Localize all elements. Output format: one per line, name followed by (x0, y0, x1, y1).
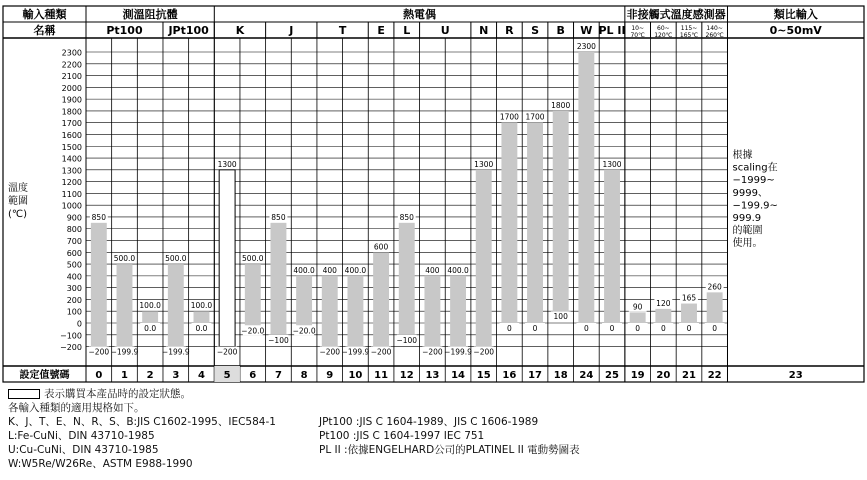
range-bar-10 (347, 276, 363, 347)
name-N: N (479, 24, 489, 37)
low-label-15: −200 (473, 347, 495, 357)
high-label-18: 1800 (551, 100, 571, 110)
ytick-label: 1500 (61, 142, 82, 152)
name-J: J (289, 24, 294, 37)
name-ir-range-16: 115~ (680, 25, 698, 32)
setting-code-15: 15 (476, 370, 491, 381)
high-label-21: 165 (681, 293, 697, 303)
setting-code-23: 23 (788, 370, 803, 381)
group-tc: 熱電偶 (403, 8, 437, 21)
ytick-label: 1000 (61, 201, 82, 211)
high-label-12: 850 (399, 212, 414, 222)
ytick-label: 2300 (61, 48, 82, 58)
low-label-2: 0.0 (144, 324, 157, 333)
name-ir-range-b-17: 260℃ (705, 32, 724, 39)
ytick-label: 1600 (61, 130, 82, 140)
high-label-13: 400 (425, 265, 440, 275)
setting-code-11: 11 (374, 370, 389, 381)
range-bar-1 (117, 264, 133, 346)
low-label-24: 0 (583, 324, 589, 333)
low-label-16: 0 (506, 324, 512, 333)
name-S: S (531, 24, 540, 37)
analog-note-0: 根據 (732, 150, 753, 161)
low-label-8: −20.0 (292, 326, 316, 336)
ylabel-3: (℃) (8, 209, 28, 220)
low-label-25: 0 (609, 324, 615, 333)
setting-code-9: 9 (326, 370, 334, 381)
range-bar-18 (553, 111, 569, 311)
high-label-7: 850 (271, 212, 286, 222)
name-T: T (338, 24, 347, 37)
high-label-24: 2300 (576, 42, 596, 51)
setting-code-1: 1 (121, 370, 128, 381)
range-bar-14 (450, 276, 466, 347)
low-label-10: −199.9 (341, 347, 370, 357)
name-ir-range-b-15: 120℃ (654, 32, 673, 39)
low-label-7: −100 (268, 335, 289, 345)
ytick-label: 300 (66, 284, 82, 294)
high-label-25: 1300 (602, 159, 622, 169)
low-label-13: −200 (422, 347, 443, 357)
low-label-1: −199.9 (110, 347, 139, 357)
setting-code-17: 17 (528, 370, 543, 381)
range-bar-13 (424, 276, 440, 347)
setting-code-13: 13 (425, 370, 440, 381)
name-E: E (377, 24, 385, 37)
high-label-9: 400 (322, 265, 337, 275)
ytick-label: 800 (66, 225, 82, 235)
range-bar-19 (630, 312, 646, 323)
range-bar-5 (219, 170, 235, 347)
ylabel-1: 溫度 (8, 183, 28, 194)
setting-code-12: 12 (399, 370, 414, 381)
range-bar-25 (604, 170, 620, 323)
name-ir-range-b-14: 70℃ (630, 32, 645, 39)
ytick-label: 1400 (61, 154, 82, 164)
range-bar-17 (527, 123, 543, 323)
range-bar-24 (578, 52, 594, 323)
low-label-9: −200 (319, 347, 341, 357)
low-label-18: 100 (553, 312, 568, 322)
ylabel-2: 範圍 (8, 196, 28, 207)
range-bar-9 (322, 276, 338, 347)
setting-code-19: 19 (630, 370, 645, 381)
high-label-0: 850 (91, 212, 106, 222)
analog-note-2: −1999~ (732, 175, 775, 187)
name-ir-range-17: 140~ (706, 25, 723, 32)
high-label-14: 400.0 (447, 265, 469, 275)
high-label-16: 1700 (499, 112, 519, 122)
name-analog: 0~50mV (769, 24, 822, 37)
low-label-4: 0.0 (195, 324, 208, 333)
name-ir-range-15: 60~ (657, 25, 670, 32)
low-label-3: −199.9 (161, 347, 190, 357)
high-label-20: 120 (656, 298, 671, 308)
high-label-3: 500.0 (165, 254, 187, 264)
default-swatch (8, 389, 40, 399)
setting-code-25: 25 (605, 370, 619, 381)
range-bar-15 (476, 170, 492, 347)
notes-intro: 各輸入種類的適用規格如下。 (8, 402, 145, 414)
name-K: K (235, 24, 245, 37)
legend-text: 表示購買本產品時的設定狀態。 (44, 388, 191, 400)
analog-note-3: 9999、 (732, 187, 768, 199)
setting-code-3: 3 (172, 370, 180, 381)
range-bar-4 (194, 311, 210, 323)
high-label-4: 100.0 (190, 301, 213, 311)
note-right-3: PL II :依據ENGELHARD公司的PLATINEL II 電動勢圖表 (319, 444, 580, 456)
group-analog: 類比輸入 (773, 8, 818, 21)
range-bar-0 (91, 223, 107, 347)
group-rtd: 測溫阻抗體 (122, 8, 178, 21)
ytick-label: 200 (66, 295, 82, 305)
high-label-6: 500.0 (242, 254, 264, 264)
high-label-19: 90 (632, 302, 643, 312)
range-bar-21 (681, 304, 697, 323)
high-label-22: 260 (707, 282, 722, 292)
name-PLII: PL II (598, 24, 626, 37)
name-U: U (440, 24, 450, 37)
ytick-label: 700 (66, 237, 82, 247)
setting-code-14: 14 (451, 370, 466, 381)
setting-code-6: 6 (249, 370, 257, 381)
setting-code-7: 7 (274, 370, 282, 381)
range-bar-12 (399, 223, 415, 335)
ytick-label: 100 (66, 307, 82, 317)
note-left-3: U:Cu-CuNi、DIN 43710-1985 (8, 444, 159, 456)
name-ir-range-14: 10~ (631, 25, 645, 32)
setting-code-22: 22 (707, 370, 722, 381)
high-label-5: 1300 (217, 159, 237, 169)
high-label-1: 500.0 (113, 254, 136, 264)
range-bar-11 (373, 252, 389, 346)
range-bar-22 (707, 292, 723, 323)
ytick-label: 400 (66, 272, 82, 282)
range-bar-6 (245, 264, 261, 325)
low-label-14: −199.9 (444, 347, 472, 357)
low-label-19: 0 (635, 324, 641, 333)
high-label-10: 400.0 (344, 265, 367, 275)
setting-code-5: 5 (223, 370, 231, 381)
name-ir-range-b-16: 165℃ (679, 32, 699, 39)
low-label-21: 0 (686, 324, 692, 333)
setting-code-label: 設定值號碼 (19, 370, 70, 381)
note-left-1: K、J、T、E、N、R、S、B:JIS C1602-1995、IEC584-1 (8, 416, 276, 428)
legend-line (8, 387, 191, 401)
name-Pt100: Pt100 (106, 24, 143, 37)
setting-code-2: 2 (146, 370, 154, 381)
name-W: W (580, 24, 593, 37)
setting-code-24: 24 (579, 370, 594, 381)
high-label-8: 400.0 (293, 265, 315, 275)
range-bar-16 (501, 123, 517, 323)
ytick-label: 1900 (61, 95, 82, 105)
name-L: L (403, 24, 411, 37)
name-JPt100: JPt100 (168, 24, 209, 37)
ytick-label: 1700 (61, 119, 82, 129)
note-left-4: W:W5Re/W26Re、ASTM E988-1990 (8, 458, 193, 470)
low-label-22: 0 (712, 324, 718, 333)
setting-code-16: 16 (502, 370, 517, 381)
note-right-2: Pt100 :JIS C 1604-1997 IEC 751 (319, 430, 485, 442)
ytick-label: 1200 (61, 178, 82, 188)
low-label-20: 0 (660, 324, 666, 333)
analog-note-7: 使用。 (732, 238, 763, 250)
setting-code-18: 18 (553, 370, 568, 381)
high-label-17: 1700 (525, 112, 545, 122)
ytick-label: 0 (76, 319, 82, 329)
setting-code-10: 10 (348, 370, 363, 381)
low-label-5: −200 (216, 347, 238, 357)
ytick-label: 1800 (61, 107, 82, 117)
analog-note-6: 的範圍 (732, 225, 763, 237)
row1-label: 輸入種類 (22, 8, 67, 21)
ytick-label: 900 (66, 213, 82, 223)
ytick-label: 1300 (61, 166, 82, 176)
low-label-12: −100 (396, 335, 418, 345)
low-label-17: 0 (532, 324, 538, 333)
range-bar-2 (142, 311, 158, 323)
note-left-2: L:Fe-CuNi、DIN 43710-1985 (8, 430, 155, 442)
ytick-label: 2100 (61, 72, 82, 82)
analog-note-5: 999.9 (732, 213, 762, 224)
note-right-1: JPt100 :JIS C 1604-1989、JIS C 1606-1989 (319, 416, 539, 428)
setting-code-8: 8 (300, 370, 308, 381)
range-bar-3 (168, 264, 184, 346)
low-label-0: −200 (88, 347, 110, 357)
setting-code-0: 0 (95, 370, 103, 381)
range-bar-20 (655, 309, 671, 323)
high-label-2: 100.0 (139, 301, 161, 311)
low-label-6: −20.0 (241, 326, 265, 336)
ytick-label: 500 (66, 260, 82, 270)
setting-code-21: 21 (682, 370, 696, 381)
row2-label: 名稱 (33, 24, 56, 37)
analog-note-1: scaling在 (732, 162, 778, 174)
high-label-15: 1300 (474, 159, 494, 169)
name-R: R (505, 24, 514, 37)
group-ir: 非接觸式溫度感測器 (626, 8, 726, 21)
ytick-label: 2200 (61, 60, 82, 70)
low-label-11: −200 (370, 347, 392, 357)
ytick-label: 600 (66, 248, 82, 258)
ytick-label: 2000 (61, 83, 82, 93)
range-bar-8 (296, 276, 312, 325)
ytick-label: −200 (60, 343, 82, 353)
setting-code-20: 20 (656, 370, 671, 381)
name-B: B (556, 24, 565, 37)
notes (8, 387, 580, 471)
setting-code-4: 4 (197, 370, 205, 381)
analog-note-4: −199.9~ (732, 200, 778, 212)
high-label-11: 600 (373, 242, 389, 252)
ytick-label: 1100 (61, 189, 82, 199)
ytick-label: −100 (60, 331, 82, 341)
range-bar-7 (270, 223, 286, 335)
